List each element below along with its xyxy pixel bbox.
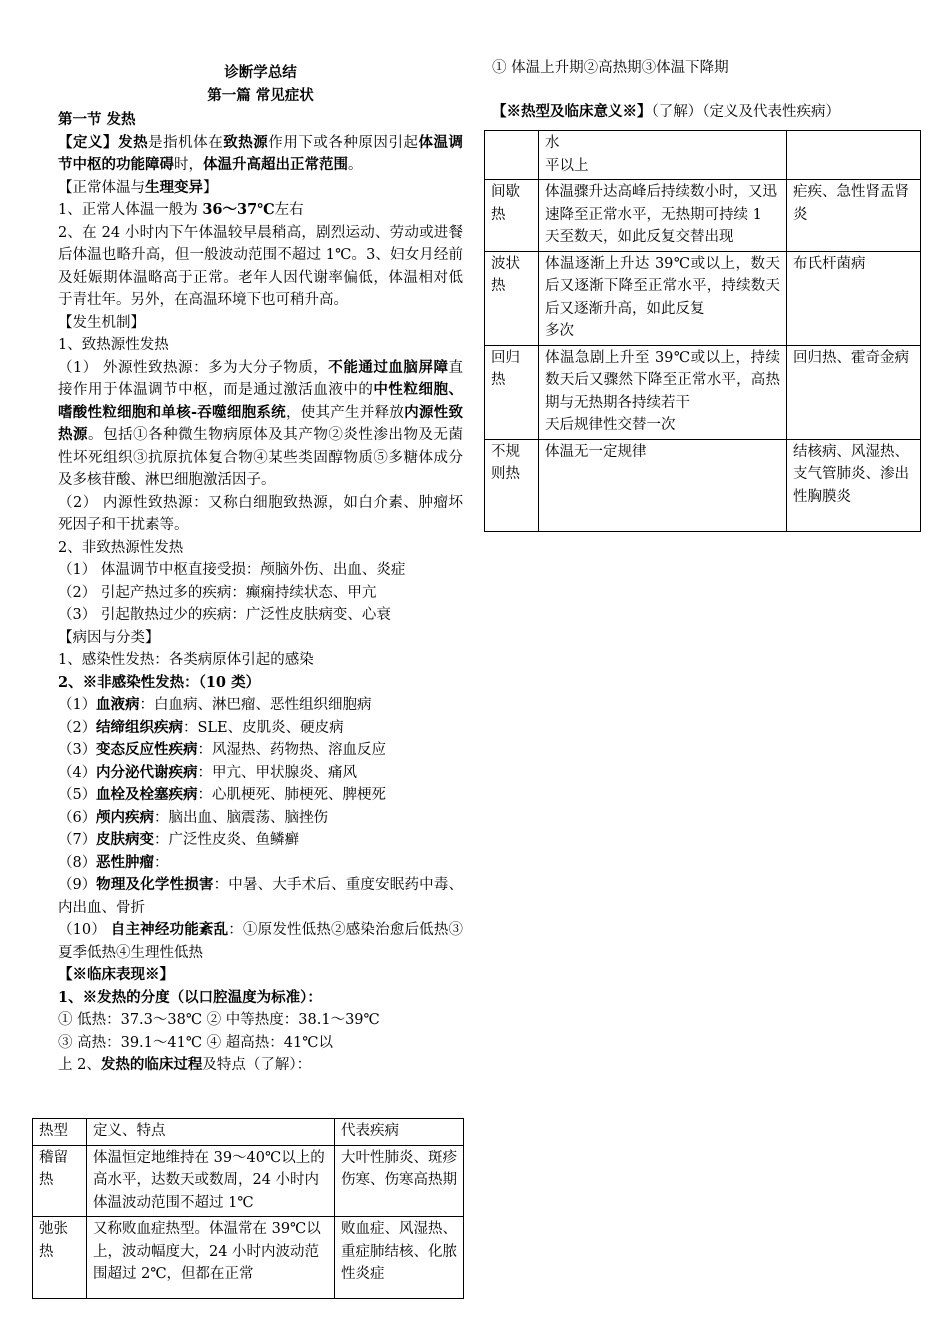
- fever-disease: 疟疾、急性肾盂肾炎: [787, 180, 921, 252]
- infectious-fever-line: 1、感染性发热：各类病原体引起的感染: [58, 652, 314, 668]
- mechanism-line2: 2、非致热源性发热: [58, 539, 184, 556]
- fever-type: 间歇热: [485, 180, 539, 252]
- exogenous-pyrogen-paragraph: （1） 外源性致热源：多为大分子物质，不能通过血脑屏障直接作用于体温调节中枢，而是通过激活血液中的中性粒细胞、嗜酸性粒细胞和单核-吞噬细胞系统，使其产生并释放内源性致热源。包括①各种微生物病原体及其产物②炎性渗出物及无菌性坏死组织③抗原抗体复合物④某些类固醇物质⑤多糖体成分及多核苷酸、淋巴细胞激活因子。: [58, 358, 464, 488]
- list-item: （7）皮肤病变：广泛性皮炎、鱼鳞癣: [58, 831, 299, 848]
- list-item: （4）内分泌代谢疾病：甲亢、甲状腺炎、痛风: [58, 763, 357, 781]
- list-item: （1）血液病：白血病、淋巴瘤、恶性组织细胞病: [58, 696, 372, 713]
- mechanism-line1: 1、致热源性发热: [58, 337, 169, 353]
- fever-definition: 体温急剧上升至 39℃或以上，持续数天后又骤然下降至正常水平，高热期与无热期各持续若干 天后规律性交替一次: [539, 345, 787, 439]
- fever-grade-line: ③ 高热：39.1～41℃ ④ 超高热：41℃以: [58, 1034, 333, 1051]
- fever-type: 不规则热: [485, 439, 539, 531]
- etiology-heading: 【病因与分类】: [58, 629, 160, 646]
- document-title: 诊断学总结: [224, 64, 297, 81]
- fever-type: 波状热: [485, 251, 539, 345]
- table-row: [485, 439, 921, 531]
- table-row: [33, 1145, 464, 1217]
- list-item: （2）结缔组织疾病：SLE、皮肌炎、硬皮病: [58, 718, 344, 736]
- fever-definition: 体温骤升达高峰后持续数小时，又迅速降至正常水平，无热期可持续 1 天至数天，如此反复交替出现: [539, 180, 787, 252]
- fever-types-heading: 【※热型及临床意义※】（了解）（定义及代表性疾病）: [492, 103, 840, 120]
- fever-type-table-left: [32, 1118, 464, 1299]
- left-column: [58, 62, 463, 1077]
- section-title: 第一节 发热: [58, 111, 136, 128]
- non-infectious-list: [58, 694, 463, 964]
- fever-definition: 又称败血症热型。体温常在 39℃以上，波动幅度大，24 小时内波动范围超过 2℃，但都在正常: [87, 1217, 335, 1299]
- normal-temp-heading: 【正常体温与生理变异】: [58, 178, 218, 196]
- fever-disease: 结核病、风湿热、支气管肺炎、渗出性胸膜炎: [787, 439, 921, 531]
- fever-disease: 回归热、霍奇金病: [787, 345, 921, 439]
- list-item: （6）颅内疾病：脑出血、脑震荡、脑挫伤: [58, 808, 328, 826]
- normal-temp-line1: 1、正常人体温一般为 36～37℃左右: [58, 201, 304, 218]
- non-pyrogen-item: （1） 体温调节中枢直接受损：颅脑外伤、出血、炎症: [58, 562, 406, 578]
- fever-type: [485, 131, 539, 180]
- fever-stages-line: ① 体温上升期②高热期③体温下降期: [492, 60, 729, 76]
- fever-definition: 体温无一定规律: [539, 439, 787, 531]
- fever-definition: 体温逐渐上升达 39℃或以上，数天后又逐渐下降至正常水平，持续数天后又逐渐升高，如此反复 多次: [539, 251, 787, 345]
- table-row: [485, 180, 921, 252]
- definition-paragraph: 【定义】发热是指机体在致热源作用下或各种原因引起体温调节中枢的功能障碍时，体温升高超出正常范围。: [58, 133, 464, 173]
- list-item: （5）血栓及栓塞疾病：心肌梗死、肺梗死、脾梗死: [58, 786, 386, 803]
- fever-type: 弛张热: [33, 1217, 87, 1299]
- non-infectious-fever-line: 2、※非感染性发热：（10 类）: [58, 673, 261, 691]
- fever-type: 稽留热: [33, 1145, 87, 1217]
- table-row: [485, 345, 921, 439]
- fever-grade-line: ① 低热：37.3～38℃ ② 中等热度：38.1～39℃: [58, 1012, 380, 1028]
- fever-disease: 败血症、风湿热、重症肺结核、化脓性炎症: [335, 1217, 464, 1299]
- header-type: 热型: [33, 1119, 87, 1146]
- fever-process-heading: 上 2、发热的临床过程及特点（了解）：: [58, 1056, 312, 1073]
- list-item: （3）变态反应性疾病：风湿热、药物热、溶血反应: [58, 741, 386, 758]
- table-row: [33, 1217, 464, 1299]
- fever-disease: 大叶性肺炎、斑疹伤寒、伤寒高热期: [335, 1145, 464, 1217]
- fever-type: 回归热: [485, 345, 539, 439]
- endogenous-pyrogen-paragraph: （2） 内源性致热源：又称白细胞致热源，如白介素、肿瘤坏死因子和干扰素等。: [58, 494, 463, 533]
- table-row: [485, 251, 921, 345]
- normal-temp-paragraph: 2、在 24 小时内下午体温较早晨稍高，剧烈运动、劳动或进餐后体温也略升高，但一般波动范围不超过 1℃。3、妇女月经前及妊娠期体温略高于正常。老年人因代谢率偏低，体温相对低于青壮年。另外，在高温环境下也可稍升高。: [58, 224, 463, 308]
- fever-disease: 布氏杆菌病: [787, 251, 921, 345]
- header-disease: 代表疾病: [335, 1119, 464, 1146]
- non-pyrogen-item: （2） 引起产热过多的疾病：癫痫持续状态、甲亢: [58, 584, 377, 601]
- mechanism-heading: 【发生机制】: [58, 314, 145, 331]
- list-item: （9）物理及化学性损害：中暑、大手术后、重度安眠药中毒、内出血、骨折: [58, 876, 464, 916]
- header-definition: 定义、特点: [87, 1119, 335, 1146]
- table-row: [485, 131, 921, 180]
- table-header-row: [33, 1119, 464, 1146]
- fever-definition: 体温恒定地维持在 39～40℃以上的高水平，达数天或数周，24 小时内体温波动范围不超过 1℃: [87, 1145, 335, 1217]
- fever-type-table-right: [484, 130, 921, 532]
- list-item: （10） 自主神经功能紊乱：①原发性低热②感染治愈后低热③夏季低热④生理性低热: [58, 921, 464, 961]
- chapter-title: 第一篇 常见症状: [207, 86, 314, 104]
- non-pyrogen-item: （3） 引起散热过少的疾病：广泛性皮肤病变、心衰: [58, 607, 391, 623]
- list-item: （8）恶性肿瘤：: [58, 853, 169, 871]
- fever-grade-heading: 1、※发热的分度（以口腔温度为标准）：: [58, 988, 322, 1006]
- fever-definition-continued: 水 平以上: [539, 131, 787, 180]
- fever-disease: [787, 131, 921, 180]
- clinical-heading: 【※临床表现※】: [58, 966, 174, 983]
